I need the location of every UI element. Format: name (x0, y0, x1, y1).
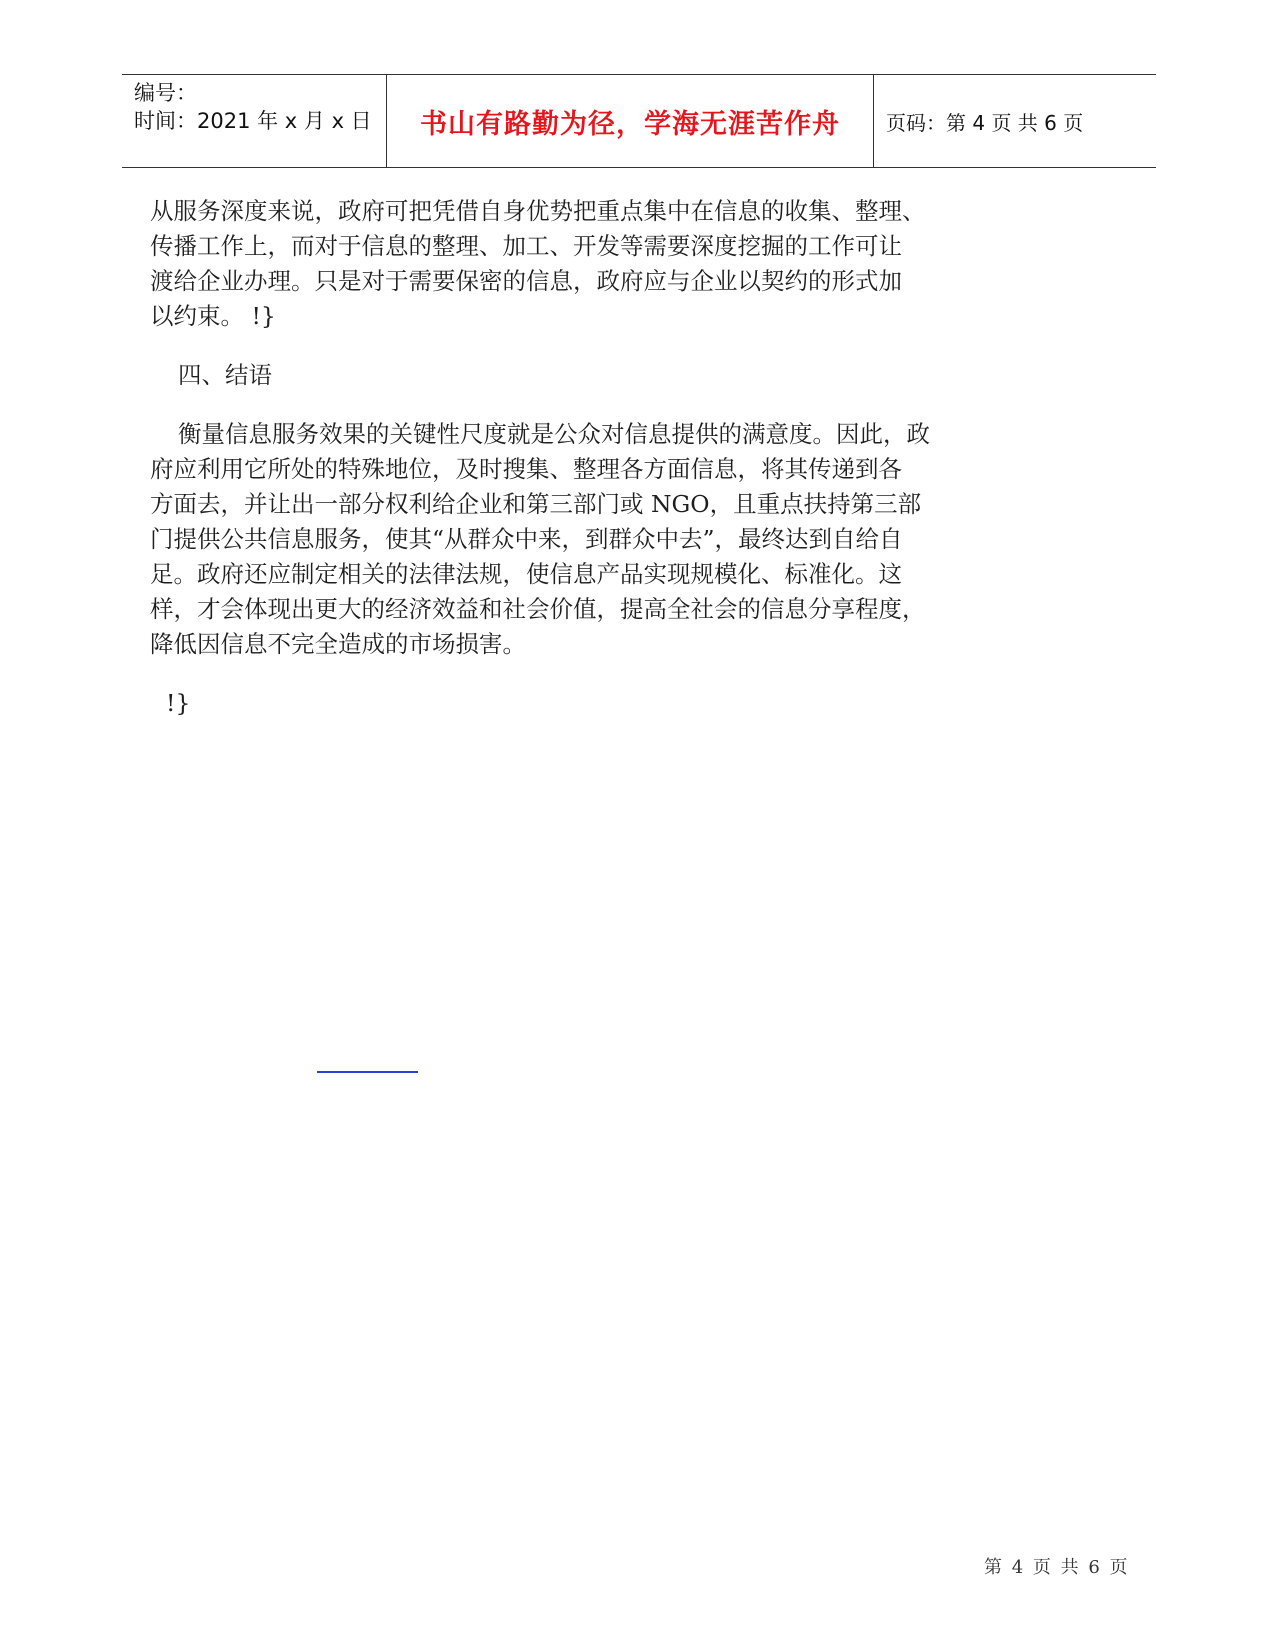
text-line: 以约束。 !} (150, 302, 276, 330)
text-line: 传播工作上，而对于信息的整理、加工、开发等需要深度挖掘的工作可让 (150, 232, 902, 260)
hyperlink-underline[interactable] (317, 1071, 418, 1073)
header-motto-cell (386, 75, 874, 167)
header-meta-cell (122, 75, 386, 167)
text-line: 府应利用它所处的特殊地位，及时搜集、整理各方面信息，将其传递到各 (150, 455, 902, 483)
paragraph-conclusion (150, 417, 970, 662)
header-table (122, 74, 1156, 168)
paragraph-service-depth (150, 194, 970, 334)
document-time-label: 时间：2021 年 x 月 x 日 (134, 109, 372, 133)
header-page-label: 页码：第 4 页 共 6 页 (886, 110, 1084, 135)
text-line: 从服务深度来说，政府可把凭借自身优势把重点集中在信息的收集、整理、 (150, 197, 926, 225)
text-line: 衡量信息服务效果的关键性尺度就是公众对信息提供的满意度。因此，政 (178, 420, 930, 448)
document-number-label: 编号： (134, 81, 197, 105)
text-line: 降低因信息不完全造成的市场损害。 (150, 630, 526, 658)
text-line: 方面去，并让出一部分权利给企业和第三部门或 NGO，且重点扶持第三部 (150, 490, 922, 518)
text-line: 门提供公共信息服务，使其“从群众中来，到群众中去”，最终达到自给自 (150, 525, 903, 553)
section-heading: 四、结语 (178, 361, 272, 389)
header-page-cell (874, 75, 1156, 167)
text-line: 足。政府还应制定相关的法律法规，使信息产品实现规模化、标准化。这 (150, 560, 902, 588)
text-line: 样，才会体现出更大的经济效益和社会价值，提高全社会的信息分享程度， (150, 595, 926, 623)
end-mark: !} (166, 689, 191, 717)
header-motto: 书山有路勤为径，学海无涯苦作舟 (420, 108, 840, 140)
text-line: 渡给企业办理。只是对于需要保密的信息，政府应与企业以契约的形式加 (150, 267, 902, 295)
footer-page-number: 第 4 页 共 6 页 (984, 1557, 1130, 1578)
document-body (150, 194, 970, 721)
